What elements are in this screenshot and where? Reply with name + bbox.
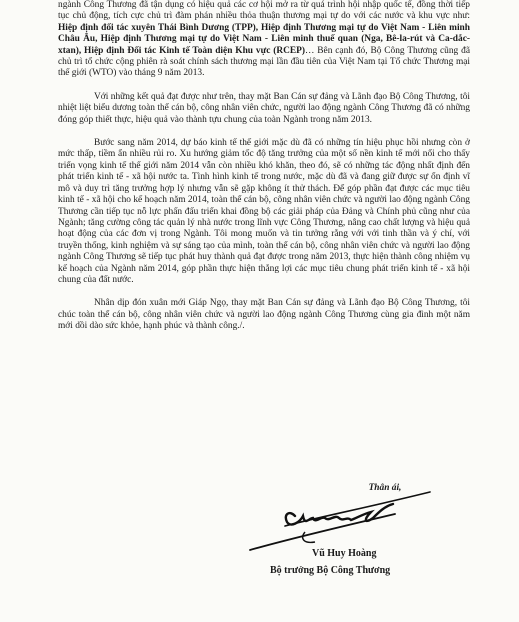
agreements-bold-text: Hiệp định đối tác xuyên Thái Bình Dương (TPP), Hiệp định Thương mại tự do Việt Nam - Liên minh Châu Âu, Hiệp định Thương mại tự do Việt Nam - Liên minh thuế quan (Nga, Bê-la-rút và Ca-dắc-xtan), Hiệp định Đối tác Kinh tế Toàn diện Khu vực (RCEP) <box>58 22 470 56</box>
paragraph-commendation: Với những kết quả đạt được như trên, thay mặt Ban Cán sự đảng và Lãnh đạo Bộ Công Thương, tôi nhiệt liệt biểu dương toàn thể cán bộ, công nhân viên chức, người lao động ngành Công Thương đã có những đóng góp thiết thực, hiệu quả vào thành tựu chung của toàn Ngành trong năm 2013. <box>58 91 470 125</box>
paragraph-text: ngành Công Thương đã tận dụng có hiệu quả các cơ hội mở ra từ quá trình hội nhập quốc tế, đồng thời tiếp tục chủ động, tích cực chủ trì đàm phán nhiều thỏa thuận thương mại tự do với các nước và khu vực như: <box>58 0 470 22</box>
closing-greeting: Thân ái, <box>368 483 402 493</box>
paragraph-new-year-wishes: Nhân dịp đón xuân mới Giáp Ngọ, thay mặt Ban Cán sự đảng và Lãnh đạo Bộ Công Thương, tôi chúc toàn thể cán bộ, công nhân viên chức và người lao động ngành Công Thương cùng gia đình một năm mới dồi dào sức khỏe, hạnh phúc và thành công./. <box>58 298 470 332</box>
paragraph-trade-agreements <box>58 0 470 80</box>
letter-body <box>58 0 470 345</box>
signer-name: Vũ Huy Hoàng <box>312 548 377 559</box>
paragraph-2014-outlook: Bước sang năm 2014, dự báo kinh tế thế giới mặc dù đã có những tín hiệu phục hồi nhưng còn ở mức thấp, tiềm ẩn nhiều rủi ro. Xu hướng giảm tốc độ tăng trưởng của một số nền kinh tế mới nổi cho thấy triển vọng kinh tế thế giới năm 2014 vẫn còn nhiều khó khăn, theo đó, sẽ có những tác động nhất định đến phát triển kinh tế - xã hội nước ta. Tình hình kinh tế trong nước, mặc dù đã và đang giữ được sự ổn định vĩ mô và duy trì tăng trưởng hợp lý nhưng vẫn sẽ gặp không ít thử thách. Để góp phần đạt được các mục tiêu kinh tế - xã hội cho kế hoạch năm 2014, toàn thể cán bộ, công nhân viên chức và người lao động ngành Công Thương cần tiếp tục nỗ lực phấn đấu triển khai đồng bộ các giải pháp của Đảng và Chính phủ cũng như của Ngành; tăng cường công tác quản lý nhà nước trong lĩnh vực Công Thương, nâng cao chất lượng và hiệu quả hoạt động của các đơn vị trong Ngành. Tôi mong muốn và tin tưởng rằng với với tinh thần và ý chí, với truyền thống, kinh nghiệm và sự sáng tạo của mình, toàn thể cán bộ, công nhân viên chức và người lao động ngành Công Thương sẽ tiếp tục phát huy thành quả đạt được trong năm 2013, thực hiện thành công nhiệm vụ kế hoạch của Ngành năm 2014, góp phần thực hiện thắng lợi các mục tiêu chung phát triển kinh tế - xã hội chung của đất nước. <box>58 138 470 285</box>
paragraph-text: … Bên cạnh đó, Bộ Công Thương cũng đã chủ trì tổ chức cộng phiên rà soát chính sách thương mại lần đầu tiên của Việt Nam tại Tổ chức Thương mại thế giới (WTO) vào tháng 9 năm 2013. <box>58 45 470 79</box>
signer-title: Bộ trưởng Bộ Công Thương <box>270 565 391 576</box>
